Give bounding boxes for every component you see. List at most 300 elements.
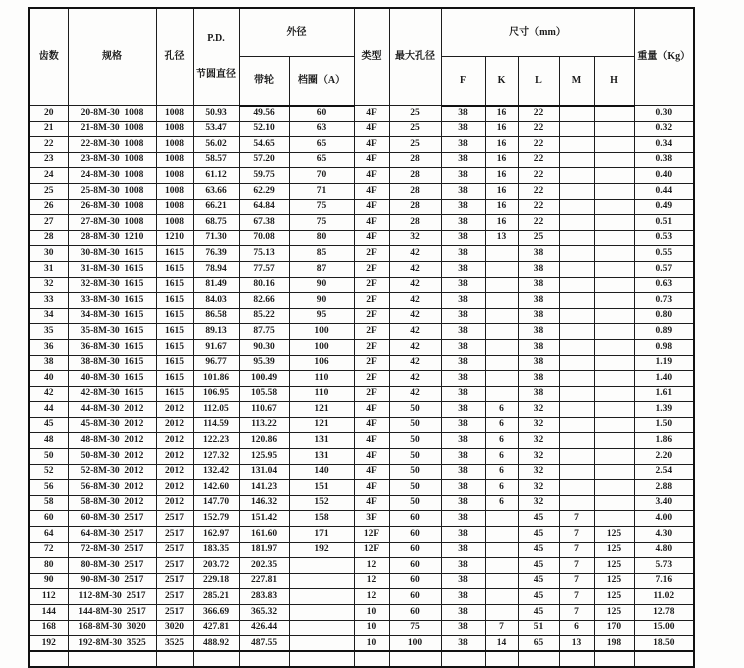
cell: 48-8M-30 2012 xyxy=(68,433,156,449)
cell: 50.93 xyxy=(193,106,239,122)
cell xyxy=(559,183,594,199)
cell xyxy=(485,511,518,527)
cell: 100 xyxy=(289,324,354,340)
cell: 2012 xyxy=(156,433,193,449)
cell: 38 xyxy=(441,527,485,543)
cell: 2F xyxy=(354,308,389,324)
cell: 28 xyxy=(29,230,68,246)
cell: 144-8M-30 2517 xyxy=(68,605,156,621)
table-row xyxy=(29,215,694,231)
header-size-k: K xyxy=(485,57,518,106)
cell: 2012 xyxy=(156,449,193,465)
cell xyxy=(559,246,594,262)
cell: 2F xyxy=(354,339,389,355)
table-row xyxy=(29,261,694,277)
cell: 96.77 xyxy=(193,355,239,371)
cell: 6 xyxy=(485,480,518,496)
cell: 38 xyxy=(441,417,485,433)
cell: 7 xyxy=(559,511,594,527)
cell: 1615 xyxy=(156,277,193,293)
table-body xyxy=(29,106,694,667)
cell xyxy=(485,558,518,574)
cell: 22 xyxy=(518,199,559,215)
cell: 68.75 xyxy=(193,215,239,231)
cell: 13 xyxy=(485,230,518,246)
cell xyxy=(559,168,594,184)
cell: 11.02 xyxy=(634,589,694,605)
cell: 0.49 xyxy=(634,199,694,215)
cutoff-cell xyxy=(156,651,193,667)
header-pd-chinese: 节圆直径 xyxy=(196,69,236,80)
cell: 4F xyxy=(354,137,389,153)
cell: 142.60 xyxy=(193,480,239,496)
header-size-f: F xyxy=(441,57,485,106)
cell: 38 xyxy=(441,106,485,122)
cell: 38 xyxy=(441,371,485,387)
table-row xyxy=(29,573,694,589)
cell: 38 xyxy=(441,261,485,277)
cell: 2012 xyxy=(156,417,193,433)
table-row xyxy=(29,620,694,636)
cell: 42 xyxy=(389,355,441,371)
cell: 2012 xyxy=(156,402,193,418)
cell: 38 xyxy=(441,355,485,371)
cell: 34 xyxy=(29,308,68,324)
cell xyxy=(485,277,518,293)
cell: 28 xyxy=(389,199,441,215)
cell: 63 xyxy=(289,121,354,137)
cutoff-cell xyxy=(68,651,156,667)
cell: 38 xyxy=(441,293,485,309)
cell: 140 xyxy=(289,464,354,480)
cell xyxy=(485,386,518,402)
cutoff-cell xyxy=(634,651,694,667)
cell: 25-8M-30 1008 xyxy=(68,183,156,199)
cell: 75.13 xyxy=(239,246,289,262)
cell: 30 xyxy=(29,246,68,262)
cell xyxy=(594,106,634,122)
cell: 151.42 xyxy=(239,511,289,527)
cell: 23 xyxy=(29,152,68,168)
table-row xyxy=(29,636,694,652)
cell: 16 xyxy=(485,183,518,199)
cell: 32 xyxy=(518,480,559,496)
cell: 38 xyxy=(518,246,559,262)
cell xyxy=(594,324,634,340)
table-row xyxy=(29,558,694,574)
cell: 2F xyxy=(354,277,389,293)
cell: 1615 xyxy=(156,308,193,324)
cell: 25 xyxy=(389,121,441,137)
cell: 26-8M-30 1008 xyxy=(68,199,156,215)
cell xyxy=(594,230,634,246)
cell: 38 xyxy=(441,386,485,402)
cell xyxy=(594,261,634,277)
header-flange-od: 档圈（A） xyxy=(289,57,354,106)
cell: 0.80 xyxy=(634,308,694,324)
header-pulley-od: 带轮 xyxy=(239,57,289,106)
cell xyxy=(559,355,594,371)
cell: 52-8M-30 2012 xyxy=(68,464,156,480)
cell: 4F xyxy=(354,495,389,511)
cutoff-cell xyxy=(441,651,485,667)
cell: 2517 xyxy=(156,527,193,543)
cell: 38 xyxy=(441,215,485,231)
cell: 42 xyxy=(389,308,441,324)
cell: 6 xyxy=(485,417,518,433)
cell: 32 xyxy=(518,495,559,511)
cell: 72 xyxy=(29,542,68,558)
cell: 54.65 xyxy=(239,137,289,153)
table-row xyxy=(29,308,694,324)
cell xyxy=(594,308,634,324)
cell: 42 xyxy=(389,386,441,402)
cell: 2012 xyxy=(156,464,193,480)
cell: 285.21 xyxy=(193,589,239,605)
cell xyxy=(485,527,518,543)
cell: 203.72 xyxy=(193,558,239,574)
cell: 162.97 xyxy=(193,527,239,543)
cell xyxy=(559,152,594,168)
cell: 90 xyxy=(289,277,354,293)
cell: 192 xyxy=(29,636,68,652)
cell: 125 xyxy=(594,605,634,621)
header-pitch-diameter xyxy=(193,8,239,106)
cell: 40-8M-30 1615 xyxy=(68,371,156,387)
cell: 40 xyxy=(29,371,68,387)
cell: 125 xyxy=(594,558,634,574)
cell: 38 xyxy=(441,183,485,199)
cell: 1.50 xyxy=(634,417,694,433)
cell: 60 xyxy=(389,542,441,558)
cell: 22 xyxy=(29,137,68,153)
cell xyxy=(559,464,594,480)
cell: 60 xyxy=(389,589,441,605)
cell xyxy=(559,495,594,511)
cell xyxy=(594,386,634,402)
cell: 181.97 xyxy=(239,542,289,558)
cell: 105.58 xyxy=(239,386,289,402)
cell: 56.02 xyxy=(193,137,239,153)
cell: 50 xyxy=(389,464,441,480)
cell: 10 xyxy=(354,620,389,636)
table-row xyxy=(29,246,694,262)
cell: 112 xyxy=(29,589,68,605)
cell: 56 xyxy=(29,480,68,496)
cell: 59.75 xyxy=(239,168,289,184)
cutoff-cell xyxy=(389,651,441,667)
header-type: 类型 xyxy=(354,8,389,106)
cell: 33 xyxy=(29,293,68,309)
cell: 51 xyxy=(518,620,559,636)
cell xyxy=(594,511,634,527)
cell: 0.53 xyxy=(634,230,694,246)
cell: 25 xyxy=(389,106,441,122)
cell: 42 xyxy=(389,293,441,309)
cell: 4F xyxy=(354,183,389,199)
cell: 35-8M-30 1615 xyxy=(68,324,156,340)
cell: 1615 xyxy=(156,261,193,277)
cell: 32 xyxy=(518,449,559,465)
cutoff-cell xyxy=(485,651,518,667)
cell: 127.32 xyxy=(193,449,239,465)
cell: 151 xyxy=(289,480,354,496)
cell: 87.75 xyxy=(239,324,289,340)
cell: 1008 xyxy=(156,137,193,153)
cell: 7 xyxy=(485,620,518,636)
cell: 3020 xyxy=(156,620,193,636)
cell: 38 xyxy=(518,386,559,402)
cell: 20 xyxy=(29,106,68,122)
cell xyxy=(594,293,634,309)
cell: 192 xyxy=(289,542,354,558)
cell: 71 xyxy=(289,183,354,199)
cell xyxy=(594,339,634,355)
cell: 12F xyxy=(354,527,389,543)
cell: 28-8M-30 1210 xyxy=(68,230,156,246)
cell: 100.49 xyxy=(239,371,289,387)
cell: 38 xyxy=(441,449,485,465)
cell: 36-8M-30 1615 xyxy=(68,339,156,355)
cell: 45 xyxy=(518,573,559,589)
table-row xyxy=(29,433,694,449)
cell: 0.57 xyxy=(634,261,694,277)
cell: 63.66 xyxy=(193,183,239,199)
cell xyxy=(559,277,594,293)
cell: 45 xyxy=(29,417,68,433)
cell: 38 xyxy=(518,277,559,293)
cell: 101.86 xyxy=(193,371,239,387)
cell: 6 xyxy=(485,495,518,511)
cell: 7 xyxy=(559,542,594,558)
cell xyxy=(559,293,594,309)
cell: 2.88 xyxy=(634,480,694,496)
cell: 2F xyxy=(354,293,389,309)
cell: 120.86 xyxy=(239,433,289,449)
cell: 7.16 xyxy=(634,573,694,589)
cutoff-cell xyxy=(193,651,239,667)
cell: 2517 xyxy=(156,589,193,605)
cell: 60 xyxy=(389,527,441,543)
cell: 1.40 xyxy=(634,371,694,387)
cell: 4F xyxy=(354,433,389,449)
cell: 227.81 xyxy=(239,573,289,589)
cell: 38 xyxy=(441,152,485,168)
cutoff-row xyxy=(29,651,694,667)
cell: 60 xyxy=(389,558,441,574)
cell: 106 xyxy=(289,355,354,371)
cell: 1008 xyxy=(156,168,193,184)
cell: 66.21 xyxy=(193,199,239,215)
cell xyxy=(289,620,354,636)
cell: 2F xyxy=(354,324,389,340)
cell xyxy=(559,480,594,496)
cell: 28 xyxy=(389,183,441,199)
cell xyxy=(594,137,634,153)
cell: 13 xyxy=(559,636,594,652)
cell: 1615 xyxy=(156,371,193,387)
cell xyxy=(594,215,634,231)
cell: 229.18 xyxy=(193,573,239,589)
cell xyxy=(289,636,354,652)
cell: 131.04 xyxy=(239,464,289,480)
cell: 42 xyxy=(29,386,68,402)
table-row xyxy=(29,495,694,511)
cell: 3.40 xyxy=(634,495,694,511)
table-row xyxy=(29,183,694,199)
cell xyxy=(559,417,594,433)
header-size-h: H xyxy=(594,57,634,106)
cell xyxy=(594,355,634,371)
cell xyxy=(559,433,594,449)
cell: 90.30 xyxy=(239,339,289,355)
cell: 1.86 xyxy=(634,433,694,449)
cell xyxy=(594,417,634,433)
cell: 7 xyxy=(559,527,594,543)
cell: 10 xyxy=(354,636,389,652)
cell xyxy=(594,480,634,496)
cell: 38 xyxy=(441,324,485,340)
cell: 60 xyxy=(389,605,441,621)
cell: 58-8M-30 2012 xyxy=(68,495,156,511)
cell: 32 xyxy=(518,464,559,480)
cell: 22 xyxy=(518,137,559,153)
cell: 125 xyxy=(594,542,634,558)
spec-table xyxy=(28,7,695,668)
cell: 24 xyxy=(29,168,68,184)
cell: 2F xyxy=(354,371,389,387)
header-outer-diameter-group: 外径 xyxy=(239,8,354,57)
cell: 4F xyxy=(354,417,389,433)
cell: 4.30 xyxy=(634,527,694,543)
cell: 2517 xyxy=(156,511,193,527)
cell: 27 xyxy=(29,215,68,231)
cell: 1615 xyxy=(156,339,193,355)
cell: 28 xyxy=(389,152,441,168)
cell: 31 xyxy=(29,261,68,277)
cell: 25 xyxy=(29,183,68,199)
cell: 58 xyxy=(29,495,68,511)
cell: 38 xyxy=(29,355,68,371)
cell: 1615 xyxy=(156,324,193,340)
cell: 1008 xyxy=(156,121,193,137)
cell: 42 xyxy=(389,324,441,340)
cell: 198 xyxy=(594,636,634,652)
cell: 80 xyxy=(29,558,68,574)
cell: 1210 xyxy=(156,230,193,246)
cell: 22-8M-30 1008 xyxy=(68,137,156,153)
cell: 25 xyxy=(389,137,441,153)
cell: 0.51 xyxy=(634,215,694,231)
cell: 4F xyxy=(354,464,389,480)
cell: 20-8M-30 1008 xyxy=(68,106,156,122)
cell: 32-8M-30 1615 xyxy=(68,277,156,293)
cutoff-cell xyxy=(354,651,389,667)
cell: 60-8M-30 2517 xyxy=(68,511,156,527)
cell: 7 xyxy=(559,573,594,589)
cell: 125 xyxy=(594,589,634,605)
cell: 53.47 xyxy=(193,121,239,137)
cell: 38 xyxy=(518,293,559,309)
cell: 4F xyxy=(354,402,389,418)
cell: 1615 xyxy=(156,355,193,371)
cell: 38 xyxy=(441,511,485,527)
cell: 2517 xyxy=(156,558,193,574)
cell: 70 xyxy=(289,168,354,184)
cell: 16 xyxy=(485,106,518,122)
cell xyxy=(485,293,518,309)
table-row xyxy=(29,417,694,433)
cell: 1008 xyxy=(156,215,193,231)
cell: 65 xyxy=(289,152,354,168)
cell: 152 xyxy=(289,495,354,511)
cell: 42 xyxy=(389,246,441,262)
table-row xyxy=(29,355,694,371)
cell: 22 xyxy=(518,152,559,168)
cell: 144 xyxy=(29,605,68,621)
cell: 76.39 xyxy=(193,246,239,262)
cell xyxy=(559,339,594,355)
cell: 16 xyxy=(485,152,518,168)
cell: 113.22 xyxy=(239,417,289,433)
cell: 50-8M-30 2012 xyxy=(68,449,156,465)
cell: 38-8M-30 1615 xyxy=(68,355,156,371)
cell: 121 xyxy=(289,402,354,418)
cell: 168-8M-30 3020 xyxy=(68,620,156,636)
cell: 38 xyxy=(441,558,485,574)
cell: 45 xyxy=(518,605,559,621)
cell xyxy=(594,433,634,449)
cell: 2517 xyxy=(156,605,193,621)
cell: 36 xyxy=(29,339,68,355)
cell: 12 xyxy=(354,573,389,589)
cell: 110 xyxy=(289,386,354,402)
cell: 110 xyxy=(289,371,354,387)
cell: 3525 xyxy=(156,636,193,652)
cell: 31-8M-30 1615 xyxy=(68,261,156,277)
cell: 90 xyxy=(289,293,354,309)
cell: 4F xyxy=(354,230,389,246)
cell: 45 xyxy=(518,511,559,527)
cell: 38 xyxy=(441,620,485,636)
table-row xyxy=(29,121,694,137)
cell xyxy=(485,339,518,355)
cell xyxy=(594,199,634,215)
cell: 89.13 xyxy=(193,324,239,340)
cell: 4F xyxy=(354,152,389,168)
cell xyxy=(289,589,354,605)
cell xyxy=(559,230,594,246)
cell: 60 xyxy=(289,106,354,122)
cell: 38 xyxy=(441,246,485,262)
cell: 70.08 xyxy=(239,230,289,246)
cell: 171 xyxy=(289,527,354,543)
cell: 33-8M-30 1615 xyxy=(68,293,156,309)
cell xyxy=(559,106,594,122)
cell: 38 xyxy=(518,324,559,340)
cell: 125.95 xyxy=(239,449,289,465)
cell: 38 xyxy=(518,308,559,324)
cell: 38 xyxy=(441,464,485,480)
cell: 122.23 xyxy=(193,433,239,449)
cell xyxy=(485,589,518,605)
cell: 2012 xyxy=(156,495,193,511)
cell: 38 xyxy=(441,605,485,621)
cell xyxy=(559,386,594,402)
cell: 2F xyxy=(354,355,389,371)
cell: 4F xyxy=(354,215,389,231)
cell: 34-8M-30 1615 xyxy=(68,308,156,324)
